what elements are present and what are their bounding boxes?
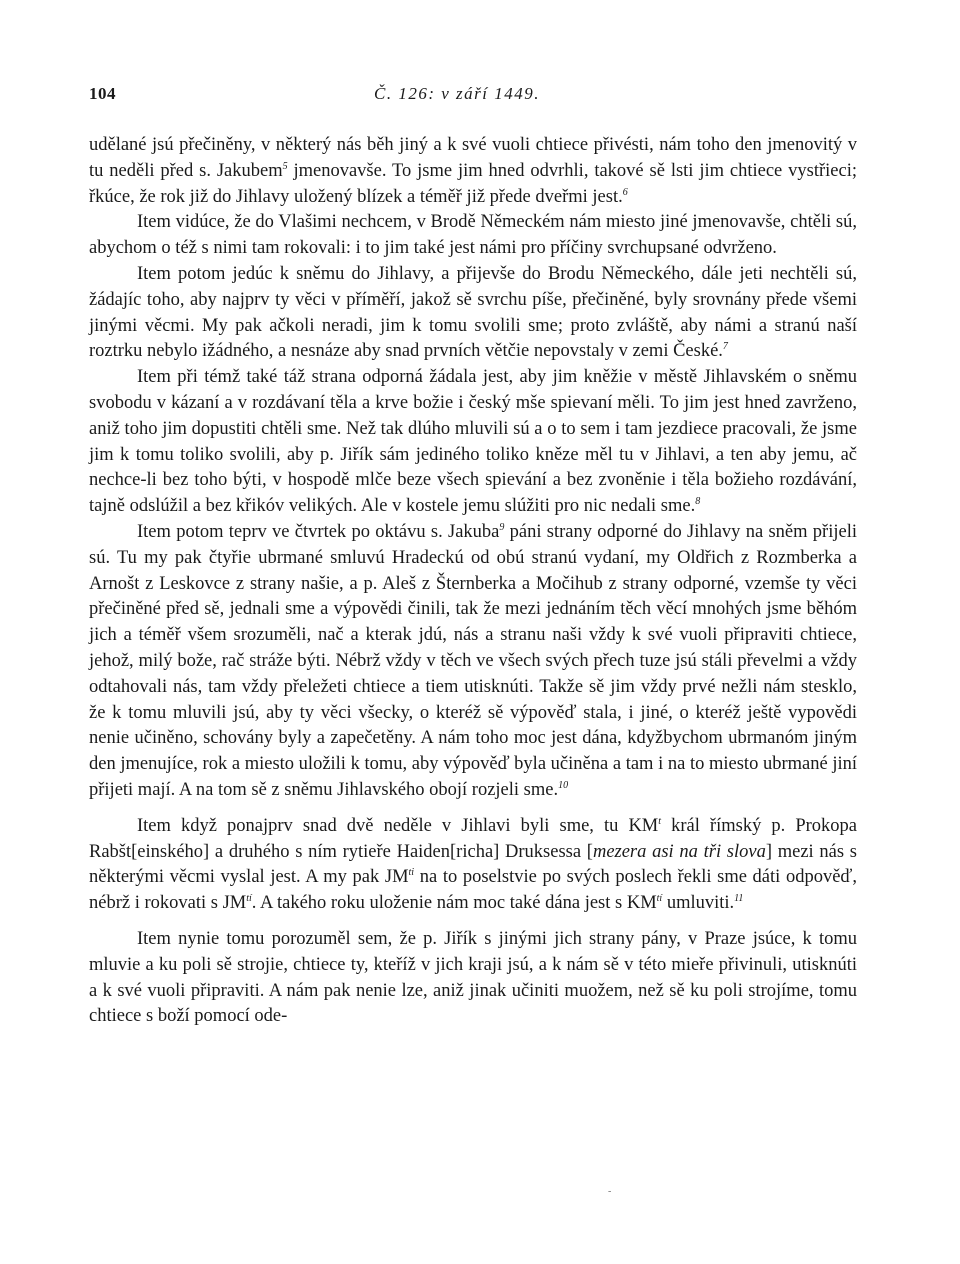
paragraph	[89, 210, 857, 262]
footnote-ref: 11	[734, 892, 744, 904]
footnote-ref: tí	[656, 892, 663, 904]
footnote-ref: t	[658, 815, 662, 827]
text-segment: Item při témž také táž strana odporná žádala jest, aby jim kněžie v městě Jihlavském o sněmu svobodu v kázaní a v rozdávaní těla a krve božie i český mše spievaní měli. To jim jest hned zavrženo, aniž toho jim dopustiti chtěli sme. Než tak dlúho mluvili sú a o to sem i tam jezdiece pracovali, že jsme jim k tomu toliko svolili, aby p. Jiřík sám jediného toliko kněze měl tu v Jihlavi, a ten aby jemu, ač nechce-li bez toho býti, v hospodě mlče beze všech spievání a bez zvoněnie i těla božieho rozdávání, tajně odslúžil a bez křikóv velikých. Ale v kostele jemu slúžiti pro nic nedali sme.	[89, 367, 857, 517]
document-page	[89, 84, 857, 1030]
paragraph	[89, 262, 857, 365]
paragraph	[89, 133, 857, 210]
text-segment: . A takého roku uloženie nám moc také dána jest s KM	[251, 893, 657, 914]
text-segment: Item potom teprv ve čtvrtek po oktávu s. Jakuba	[137, 521, 500, 542]
running-head	[89, 84, 857, 110]
paragraph	[89, 814, 857, 917]
footnote-ref: 7	[722, 341, 728, 353]
footnote-ref: tí	[246, 892, 252, 904]
paragraph	[89, 365, 857, 520]
text-body	[89, 133, 857, 1030]
text-segment: Item nynie tomu porozuměl sem, že p. Jiřík s jinými jich strany pány, v Praze jsúce, k tomu mluvie a ku poli sě strojie, chtiece ty, kteříž v jich kraji jsú, a k nám sě v této mieře přivinuli, utisknúti a k své vuoli připraviti. A nám pak nenie lze, aniž jinak učiniti muožem, než sě ku poli strojíme, tomu chtiece s boží pomocí ode-	[89, 928, 857, 1027]
text-segment: udělané jsú přečiněny, v některý nás běh jiný a k své vuoli chtiece přivésti, nám toho den jmenovitý v tu neděli před s. Jakubem	[89, 135, 857, 181]
text-segment: ] mezi nás s některými věcmi vyslal jest. A my pak JM	[89, 841, 857, 888]
footnote-ref: 5	[282, 160, 288, 172]
footnote-ref: 10	[558, 779, 569, 791]
text-segment: Item když ponajprv snad dvě neděle v Jihlavi byli sme, tu KM	[137, 815, 659, 836]
text-segment: Item vidúce, že do Vlašimi nechcem, v Brodě Německém nám miesto jiné jmenovavše, chtěli sú, abychom o též s nimi tam rokovali: i to jim také jest námi pro příčiny svrchupsané odvrženo.	[89, 212, 857, 259]
footnote-ref: 9	[499, 521, 505, 533]
text-segment: jmenovavše. To jsme jim hned odvrhli, takové sě lsti jim chtiece vystřieci; řkúce, že rok již do Jihlavy uložený blízek a téměř již přede dveřmi jest.	[89, 160, 857, 207]
page-number: 104	[89, 84, 116, 103]
footnote-ref: ti	[408, 867, 415, 879]
header-title: Č. 126: v září 1449.	[374, 84, 540, 103]
text-segment: král římský p. Prokopa Rabšt[einského] a druhého s ním rytieře Haiden[richa] Druksessa [	[89, 815, 857, 862]
footnote-ref: 8	[695, 496, 701, 507]
text-segment: Item potom jedúc k sněmu do Jihlavy, a přijevše do Brodu Německého, dále jeti nechtěli sú, žádajíc toho, aby najprv ty věci v příměří, jakož sě svrchu píše, přečiněné, byly srovnány přede všemi jinými věcmi. My pak ačkoli neradi, jim k tomu svolili sme; proto zvláště, aby námi a stranú naší roztrku nebylo ižádného, a nesnáze aby snad prvních větčie nepovstaly v zemi České.	[89, 263, 857, 362]
text-segment: na to poselstvie po svých poslech řekli sme dáti odpověď, nébrž i rokovati s JM	[89, 867, 857, 914]
editorial-note: mezera asi na tři slova	[592, 841, 766, 862]
text-segment: umluviti.	[662, 893, 735, 914]
footnote-ref: 6	[622, 186, 628, 198]
text-segment: páni strany odporné do Jihlavy na sněm přijeli sú. Tu my pak čtyřie ubrmané smluvú Hradeckú od obú stranú vydaní, my Oldřich z Rozmberka a Arnošt z Leskovce z strany našie, a p. Aleš z Šternberka a Močihub z strany odporné, vzemše ty věci přečiněné před sě, jednali sme a výpovědi činili, tak že mezi jednáním těch věcí mnohých jsme běhóm jich a téměř všem srozuměli, nač a kterak jdú, nás a stranu naši vždy k své vuoli připraviti chtiece, jehož, milý bože, rač stráže býti. Nébrž vždy v těch ve všech svých přech tuze jsú stáli převelmi a vždy odtahovali nás, tam vždy přeležeti chtiece a tiem utisknúti. Takže sě jim vždy prvé nežli nám stesklo, že k tomu mluvili jsú, aby ty věci všecky, o kteréž sě výpověď stala, i jiné, o kteréž ještě vypovědi nenie učiněno, schovány byly a zapečetěny. A nám toho moc jest dána, kdyžbychom ubrmanóm jiným den jmenujíce, rok a miesto uložili k tomu, aby výpověď byla učiněna a tam i na to miesto ubrmané jiní přijeti mají. A na tom sě z sněmu Jihlavského obojí rozjeli sme.	[89, 521, 857, 800]
paragraph	[89, 520, 857, 804]
print-mark: -	[608, 1186, 612, 1197]
paragraph	[89, 927, 857, 1030]
